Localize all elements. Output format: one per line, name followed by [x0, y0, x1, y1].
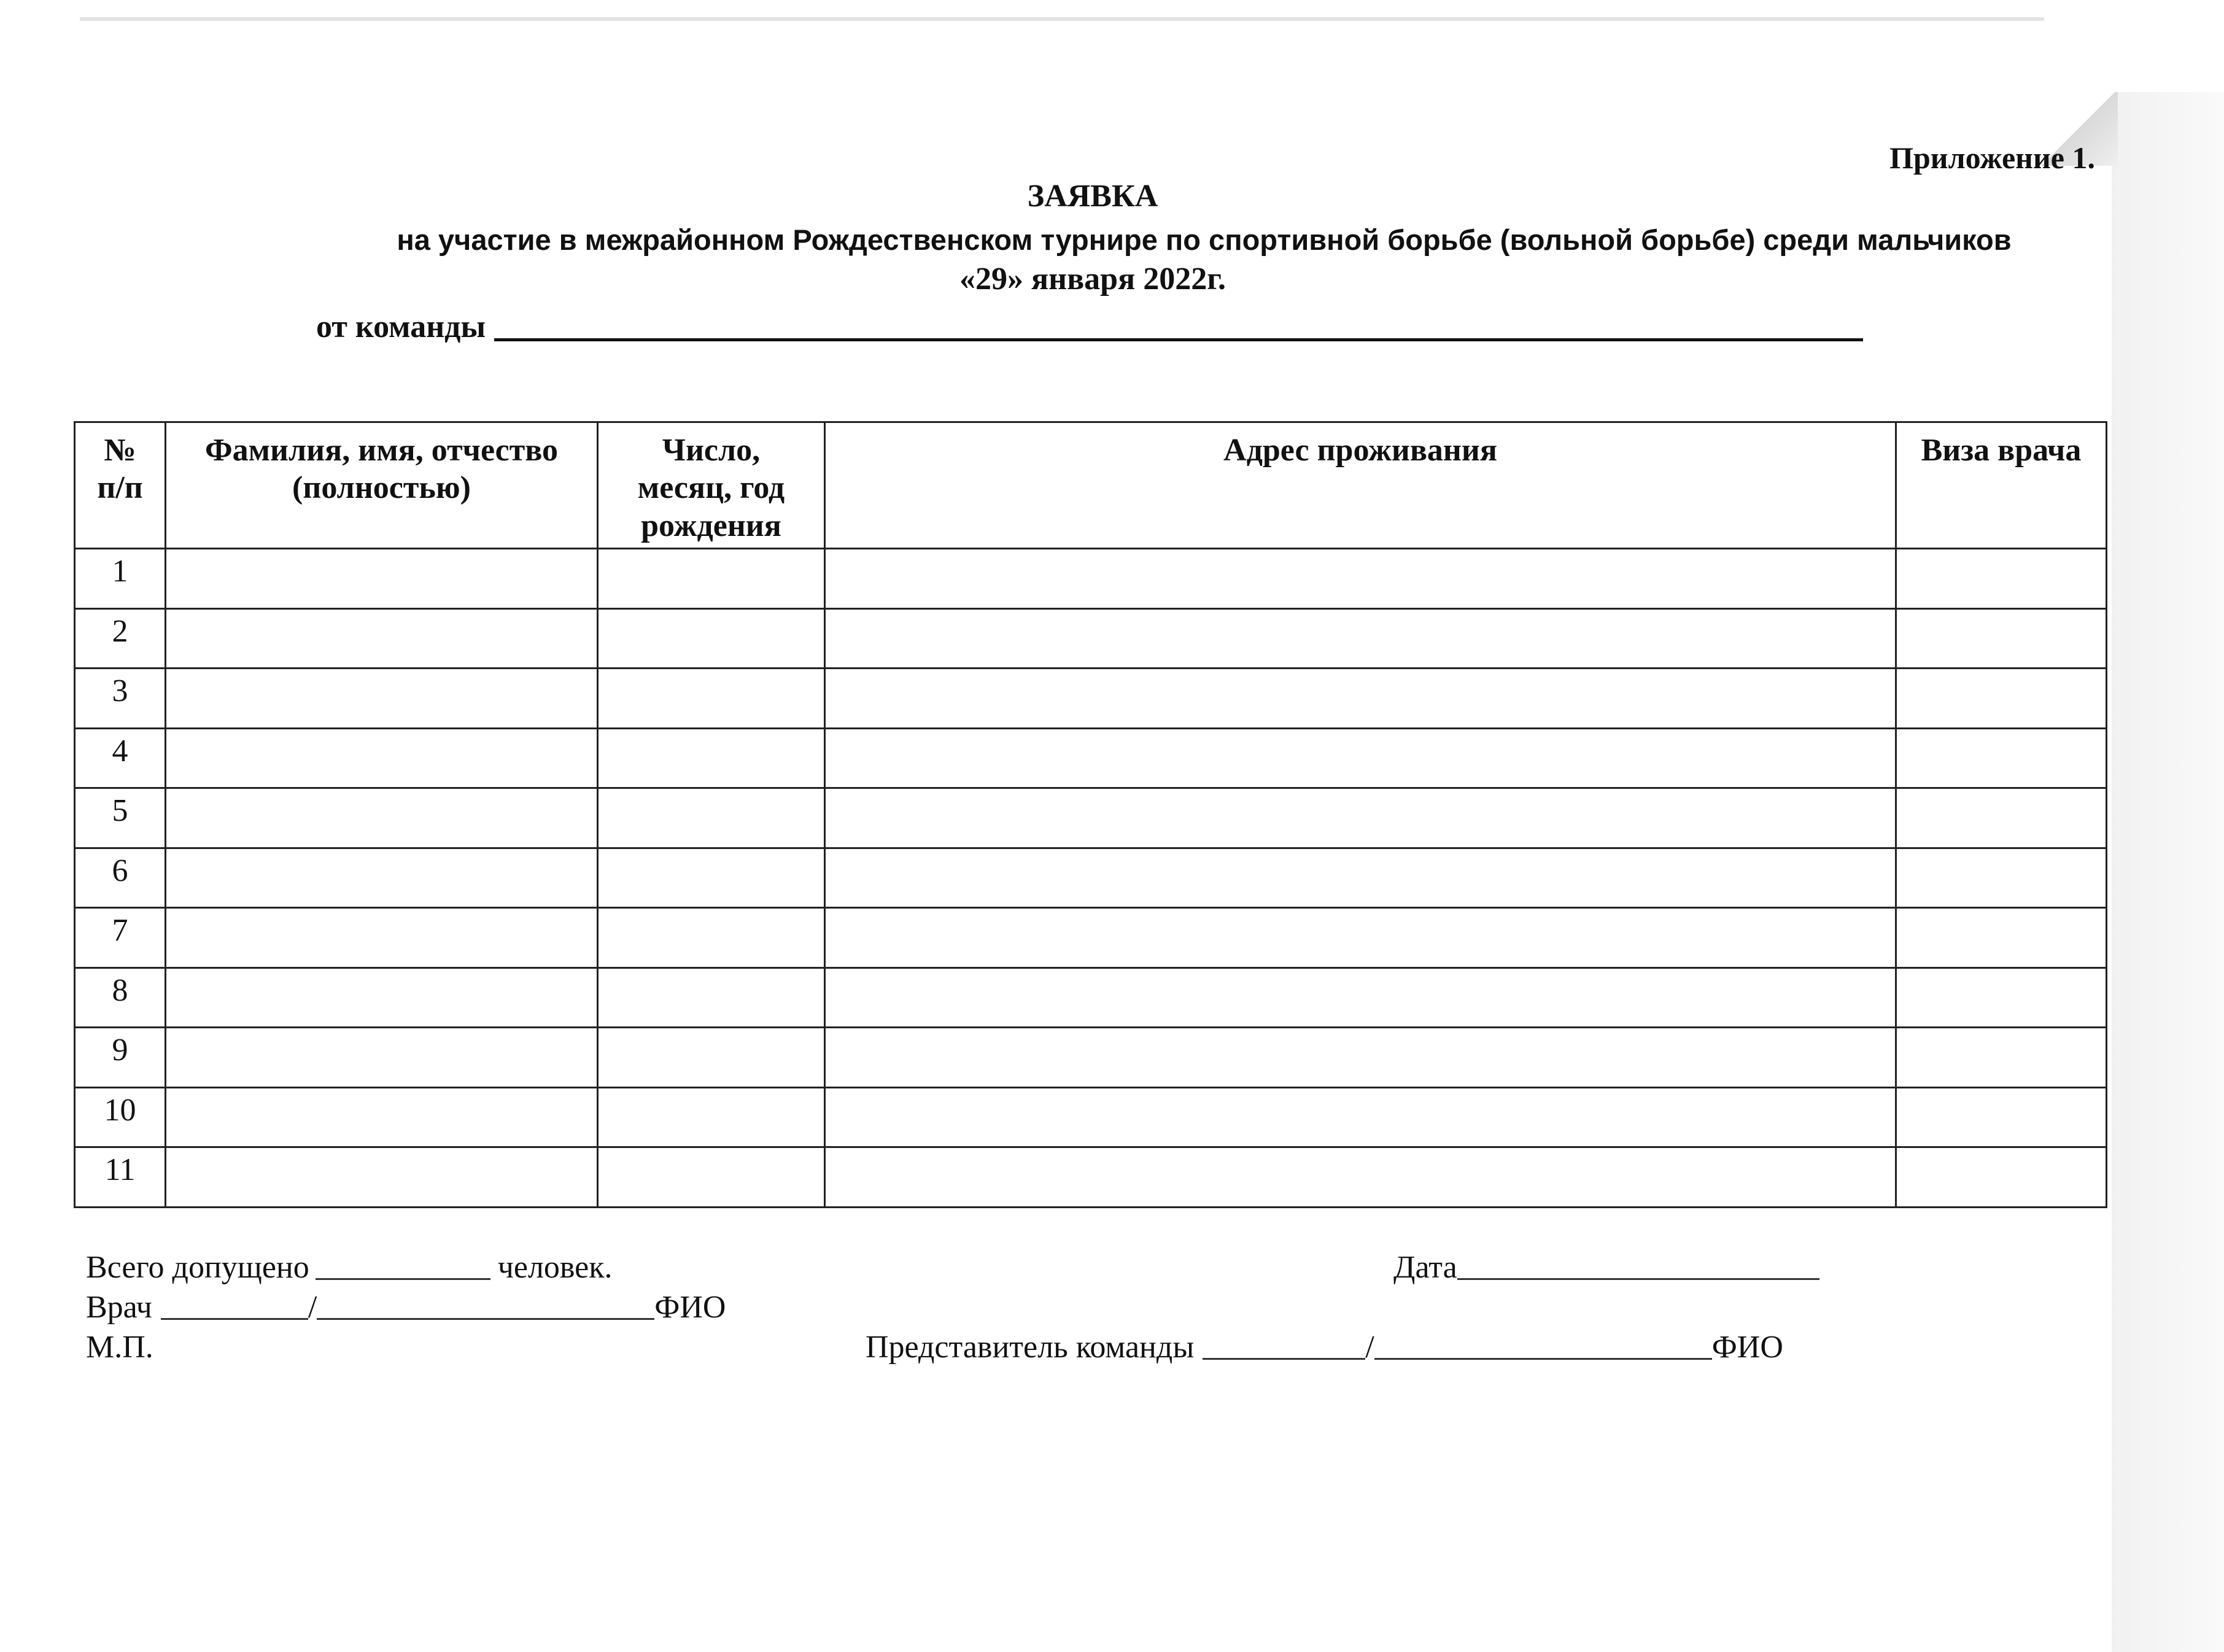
team-blank-line[interactable]	[494, 338, 1863, 341]
birth-cell[interactable]	[598, 788, 825, 848]
header-num	[75, 422, 166, 549]
admitted-suffix: человек.	[497, 1250, 613, 1285]
name-cell[interactable]	[166, 968, 598, 1028]
num-cell: 7	[75, 908, 166, 968]
admitted-line	[86, 1249, 613, 1286]
table-row	[75, 669, 2107, 729]
name-cell[interactable]	[166, 608, 598, 669]
header-visa	[1896, 422, 2107, 549]
header-visa-line: Виза врача	[1921, 433, 2082, 468]
table-row	[75, 908, 2107, 968]
birth-cell[interactable]	[598, 908, 825, 968]
num-cell: 6	[75, 848, 166, 908]
admitted-prefix: Всего допущено	[86, 1250, 309, 1285]
event-date: «29» января 2022г.	[959, 262, 1226, 297]
document-title: ЗАЯВКА	[1027, 179, 1158, 214]
name-cell[interactable]	[166, 728, 598, 788]
address-cell[interactable]	[825, 608, 1896, 669]
doctor-fio: ФИО	[654, 1290, 726, 1325]
address-cell[interactable]	[825, 1028, 1896, 1088]
num-cell: 1	[75, 549, 166, 609]
visa-cell[interactable]	[1896, 1028, 2107, 1088]
date-line-field	[1393, 1249, 1819, 1286]
num-cell: 8	[75, 968, 166, 1028]
name-cell[interactable]	[166, 908, 598, 968]
name-cell[interactable]	[166, 1028, 598, 1088]
table-row	[75, 1028, 2107, 1088]
team-label: от команды	[316, 309, 486, 344]
date-label: Дата	[1393, 1250, 1457, 1285]
header-birth-line: месяц, год	[637, 470, 785, 506]
visa-cell[interactable]	[1896, 788, 2107, 848]
visa-cell[interactable]	[1896, 1147, 2107, 1208]
visa-cell[interactable]	[1896, 1087, 2107, 1147]
birth-cell[interactable]	[598, 608, 825, 669]
address-cell[interactable]	[825, 788, 1896, 848]
doctor-signature-blank[interactable]	[161, 1318, 308, 1320]
birth-cell[interactable]	[598, 1028, 825, 1088]
representative-slash: /	[1365, 1330, 1374, 1365]
doctor-line	[86, 1289, 726, 1325]
visa-cell[interactable]	[1896, 848, 2107, 908]
visa-cell[interactable]	[1896, 728, 2107, 788]
visa-cell[interactable]	[1896, 908, 2107, 968]
num-cell: 10	[75, 1087, 166, 1147]
header-name	[166, 422, 598, 549]
table-header-row	[75, 422, 2107, 549]
representative-label: Представитель команды	[866, 1330, 1195, 1365]
admitted-count-blank[interactable]	[316, 1278, 490, 1280]
header-num-line: №	[104, 433, 136, 468]
address-cell[interactable]	[825, 669, 1896, 729]
header-address-line: Адрес проживания	[1223, 433, 1497, 468]
header-address	[825, 422, 1896, 549]
birth-cell[interactable]	[598, 1147, 825, 1208]
num-cell: 4	[75, 728, 166, 788]
num-cell: 2	[75, 608, 166, 669]
birth-cell[interactable]	[598, 549, 825, 609]
address-cell[interactable]	[825, 1147, 1896, 1208]
representative-fio: ФИО	[1711, 1330, 1783, 1365]
name-cell[interactable]	[166, 1087, 598, 1147]
table-row	[75, 549, 2107, 609]
document-subtitle: на участие в межрайонном Рождественском турнире по спортивной борьбе (вольной борьбе) среди мальчиков	[397, 223, 2012, 256]
num-cell: 3	[75, 669, 166, 729]
doctor-label: Врач	[86, 1290, 152, 1325]
date-blank[interactable]	[1457, 1278, 1819, 1280]
address-cell[interactable]	[825, 908, 1896, 968]
table-row	[75, 728, 2107, 788]
birth-cell[interactable]	[598, 848, 825, 908]
name-cell[interactable]	[166, 549, 598, 609]
visa-cell[interactable]	[1896, 669, 2107, 729]
address-cell[interactable]	[825, 848, 1896, 908]
table-row	[75, 1147, 2107, 1208]
scan-edge	[80, 17, 2044, 21]
name-cell[interactable]	[166, 669, 598, 729]
birth-cell[interactable]	[598, 728, 825, 788]
team-field	[316, 302, 1863, 345]
table-row	[75, 608, 2107, 669]
header-birth-line: Число,	[662, 433, 761, 468]
header-birth-line: рождения	[641, 508, 781, 543]
name-cell[interactable]	[166, 1147, 598, 1208]
header-name-line: Фамилия, имя, отчество	[204, 433, 559, 468]
name-cell[interactable]	[166, 848, 598, 908]
doctor-name-blank[interactable]	[317, 1318, 654, 1320]
address-cell[interactable]	[825, 1087, 1896, 1147]
representative-signature-blank[interactable]	[1203, 1358, 1365, 1360]
header-name-line: (полностью)	[292, 470, 471, 506]
stamp-line	[86, 1329, 153, 1365]
birth-cell[interactable]	[598, 968, 825, 1028]
num-cell: 9	[75, 1028, 166, 1088]
scan-shadow	[2112, 92, 2224, 1652]
name-cell[interactable]	[166, 788, 598, 848]
birth-cell[interactable]	[598, 1087, 825, 1147]
table-row	[75, 1087, 2107, 1147]
appendix-label: Приложение 1.	[1889, 141, 2095, 175]
table-row	[75, 968, 2107, 1028]
visa-cell[interactable]	[1896, 549, 2107, 609]
stamp-label: М.П.	[86, 1330, 153, 1365]
doctor-slash: /	[308, 1290, 317, 1325]
participants-table	[74, 421, 2107, 1208]
num-cell: 11	[75, 1147, 166, 1208]
header-num-line: п/п	[97, 470, 143, 506]
table-row	[75, 788, 2107, 848]
address-cell[interactable]	[825, 728, 1896, 788]
address-cell[interactable]	[825, 968, 1896, 1028]
table-row	[75, 848, 2107, 908]
visa-cell[interactable]	[1896, 968, 2107, 1028]
table-body	[75, 549, 2107, 1208]
representative-line	[866, 1329, 1783, 1365]
visa-cell[interactable]	[1896, 608, 2107, 669]
representative-name-blank[interactable]	[1374, 1358, 1712, 1360]
address-cell[interactable]	[825, 549, 1896, 609]
num-cell: 5	[75, 788, 166, 848]
birth-cell[interactable]	[598, 669, 825, 729]
header-birth	[598, 422, 825, 549]
